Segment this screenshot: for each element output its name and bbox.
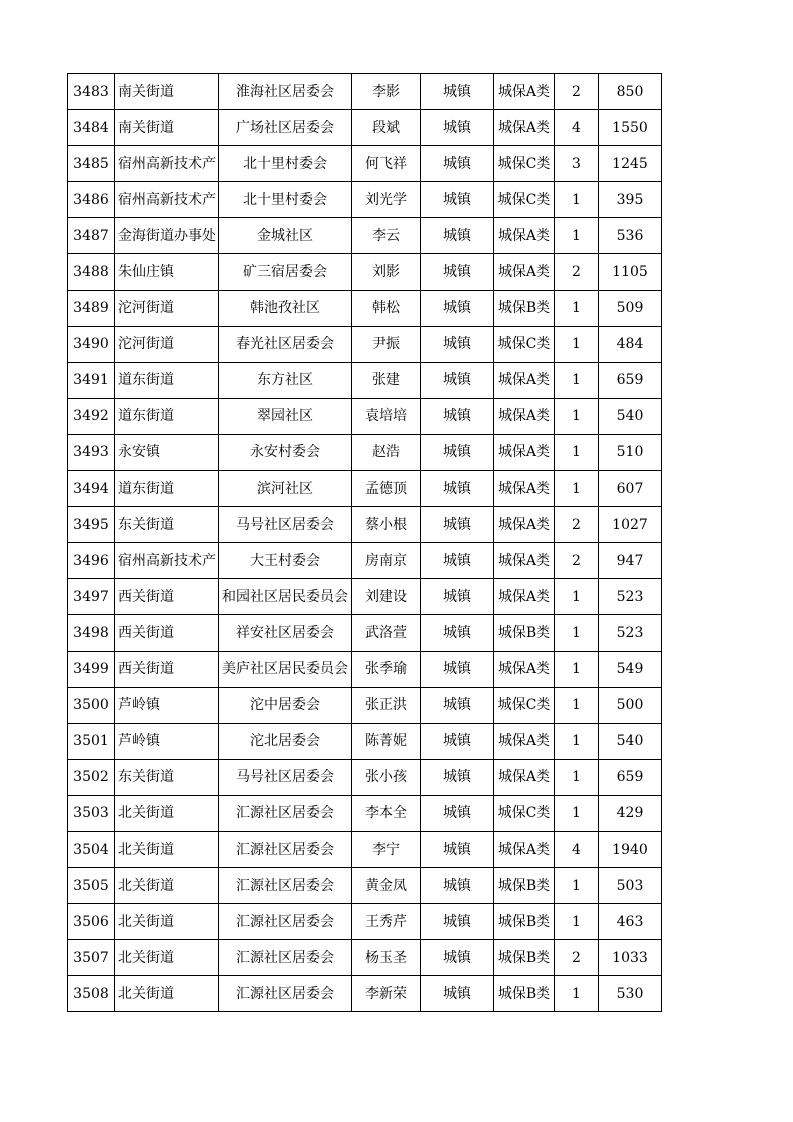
area-cell: 城镇 — [421, 110, 494, 146]
count-cell: 1 — [555, 651, 599, 687]
count-cell: 1 — [555, 398, 599, 434]
name-cell: 李新荣 — [352, 976, 421, 1012]
row-id-cell: 3490 — [68, 326, 115, 362]
table-row — [68, 434, 662, 470]
street-cell: 道东街道 — [115, 471, 219, 507]
area-cell: 城镇 — [421, 362, 494, 398]
street-cell: 南关街道 — [115, 74, 219, 110]
name-cell: 蔡小根 — [352, 507, 421, 543]
committee-cell: 韩池孜社区 — [219, 290, 352, 326]
committee-cell: 汇源社区居委会 — [219, 868, 352, 904]
committee-cell: 沱北居委会 — [219, 723, 352, 759]
row-id-cell: 3493 — [68, 434, 115, 470]
committee-cell: 沱中居委会 — [219, 687, 352, 723]
row-id-cell: 3501 — [68, 723, 115, 759]
street-cell: 宿州高新技术产 — [115, 543, 219, 579]
category-cell: 城保A类 — [494, 218, 555, 254]
table-body — [68, 74, 662, 1012]
category-cell: 城保A类 — [494, 723, 555, 759]
committee-cell: 马号社区居委会 — [219, 507, 352, 543]
category-cell: 城保A类 — [494, 74, 555, 110]
name-cell: 李云 — [352, 218, 421, 254]
area-cell: 城镇 — [421, 976, 494, 1012]
area-cell: 城镇 — [421, 543, 494, 579]
committee-cell: 马号社区居委会 — [219, 759, 352, 795]
amount-cell: 510 — [599, 434, 662, 470]
row-id-cell: 3507 — [68, 940, 115, 976]
category-cell: 城保A类 — [494, 362, 555, 398]
row-id-cell: 3497 — [68, 579, 115, 615]
category-cell: 城保A类 — [494, 651, 555, 687]
street-cell: 宿州高新技术产 — [115, 146, 219, 182]
count-cell: 1 — [555, 615, 599, 651]
amount-cell: 607 — [599, 471, 662, 507]
name-cell: 张小孩 — [352, 759, 421, 795]
amount-cell: 429 — [599, 795, 662, 831]
amount-cell: 1033 — [599, 940, 662, 976]
category-cell: 城保A类 — [494, 398, 555, 434]
table-row — [68, 218, 662, 254]
count-cell: 1 — [555, 687, 599, 723]
row-id-cell: 3508 — [68, 976, 115, 1012]
amount-cell: 503 — [599, 868, 662, 904]
name-cell: 段斌 — [352, 110, 421, 146]
table-row — [68, 868, 662, 904]
amount-cell: 536 — [599, 218, 662, 254]
row-id-cell: 3503 — [68, 795, 115, 831]
street-cell: 朱仙庄镇 — [115, 254, 219, 290]
table-row — [68, 398, 662, 434]
category-cell: 城保C类 — [494, 795, 555, 831]
street-cell: 西关街道 — [115, 651, 219, 687]
table-row — [68, 687, 662, 723]
amount-cell: 463 — [599, 904, 662, 940]
committee-cell: 永安村委会 — [219, 434, 352, 470]
name-cell: 房南京 — [352, 543, 421, 579]
amount-cell: 1550 — [599, 110, 662, 146]
count-cell: 4 — [555, 110, 599, 146]
row-id-cell: 3495 — [68, 507, 115, 543]
name-cell: 李本全 — [352, 795, 421, 831]
area-cell: 城镇 — [421, 434, 494, 470]
table-row — [68, 904, 662, 940]
street-cell: 道东街道 — [115, 362, 219, 398]
category-cell: 城保B类 — [494, 940, 555, 976]
area-cell: 城镇 — [421, 182, 494, 218]
table-row — [68, 831, 662, 867]
table-row — [68, 615, 662, 651]
committee-cell: 汇源社区居委会 — [219, 976, 352, 1012]
area-cell: 城镇 — [421, 831, 494, 867]
area-cell: 城镇 — [421, 759, 494, 795]
street-cell: 道东街道 — [115, 398, 219, 434]
table-row — [68, 74, 662, 110]
name-cell: 张季瑜 — [352, 651, 421, 687]
data-table — [67, 73, 662, 1012]
count-cell: 1 — [555, 759, 599, 795]
street-cell: 北关街道 — [115, 795, 219, 831]
table-row — [68, 182, 662, 218]
street-cell: 沱河街道 — [115, 326, 219, 362]
row-id-cell: 3502 — [68, 759, 115, 795]
street-cell: 北关街道 — [115, 831, 219, 867]
amount-cell: 540 — [599, 723, 662, 759]
area-cell: 城镇 — [421, 651, 494, 687]
area-cell: 城镇 — [421, 398, 494, 434]
name-cell: 张正洪 — [352, 687, 421, 723]
amount-cell: 540 — [599, 398, 662, 434]
count-cell: 1 — [555, 904, 599, 940]
category-cell: 城保A类 — [494, 759, 555, 795]
category-cell: 城保A类 — [494, 543, 555, 579]
count-cell: 2 — [555, 254, 599, 290]
category-cell: 城保B类 — [494, 868, 555, 904]
row-id-cell: 3500 — [68, 687, 115, 723]
amount-cell: 395 — [599, 182, 662, 218]
area-cell: 城镇 — [421, 940, 494, 976]
table-row — [68, 759, 662, 795]
name-cell: 韩松 — [352, 290, 421, 326]
area-cell: 城镇 — [421, 326, 494, 362]
committee-cell: 矿三宿居委会 — [219, 254, 352, 290]
street-cell: 北关街道 — [115, 976, 219, 1012]
committee-cell: 春光社区居委会 — [219, 326, 352, 362]
amount-cell: 1245 — [599, 146, 662, 182]
category-cell: 城保C类 — [494, 182, 555, 218]
category-cell: 城保A类 — [494, 110, 555, 146]
count-cell: 1 — [555, 471, 599, 507]
name-cell: 刘建设 — [352, 579, 421, 615]
row-id-cell: 3499 — [68, 651, 115, 687]
count-cell: 1 — [555, 326, 599, 362]
name-cell: 陈菁妮 — [352, 723, 421, 759]
category-cell: 城保C类 — [494, 146, 555, 182]
count-cell: 1 — [555, 362, 599, 398]
category-cell: 城保A类 — [494, 831, 555, 867]
row-id-cell: 3486 — [68, 182, 115, 218]
committee-cell: 祥安社区居委会 — [219, 615, 352, 651]
area-cell: 城镇 — [421, 507, 494, 543]
count-cell: 1 — [555, 868, 599, 904]
committee-cell: 淮海社区居委会 — [219, 74, 352, 110]
area-cell: 城镇 — [421, 868, 494, 904]
street-cell: 北关街道 — [115, 868, 219, 904]
street-cell: 北关街道 — [115, 940, 219, 976]
name-cell: 张建 — [352, 362, 421, 398]
name-cell: 黄金凤 — [352, 868, 421, 904]
table-row — [68, 976, 662, 1012]
table-row — [68, 471, 662, 507]
committee-cell: 北十里村委会 — [219, 146, 352, 182]
category-cell: 城保B类 — [494, 290, 555, 326]
category-cell: 城保C类 — [494, 326, 555, 362]
count-cell: 3 — [555, 146, 599, 182]
row-id-cell: 3494 — [68, 471, 115, 507]
table-row — [68, 254, 662, 290]
street-cell: 北关街道 — [115, 904, 219, 940]
table-row — [68, 940, 662, 976]
amount-cell: 484 — [599, 326, 662, 362]
committee-cell: 东方社区 — [219, 362, 352, 398]
row-id-cell: 3492 — [68, 398, 115, 434]
street-cell: 南关街道 — [115, 110, 219, 146]
street-cell: 永安镇 — [115, 434, 219, 470]
category-cell: 城保A类 — [494, 579, 555, 615]
committee-cell: 北十里村委会 — [219, 182, 352, 218]
committee-cell: 翠园社区 — [219, 398, 352, 434]
category-cell: 城保A类 — [494, 471, 555, 507]
category-cell: 城保C类 — [494, 687, 555, 723]
amount-cell: 523 — [599, 615, 662, 651]
street-cell: 芦岭镇 — [115, 723, 219, 759]
committee-cell: 大王村委会 — [219, 543, 352, 579]
name-cell: 赵浩 — [352, 434, 421, 470]
amount-cell: 509 — [599, 290, 662, 326]
area-cell: 城镇 — [421, 254, 494, 290]
amount-cell: 1027 — [599, 507, 662, 543]
amount-cell: 500 — [599, 687, 662, 723]
count-cell: 1 — [555, 218, 599, 254]
table-row — [68, 290, 662, 326]
street-cell: 西关街道 — [115, 615, 219, 651]
table-row — [68, 723, 662, 759]
amount-cell: 659 — [599, 362, 662, 398]
amount-cell: 523 — [599, 579, 662, 615]
count-cell: 4 — [555, 831, 599, 867]
table-row — [68, 507, 662, 543]
committee-cell: 汇源社区居委会 — [219, 940, 352, 976]
street-cell: 东关街道 — [115, 759, 219, 795]
amount-cell: 530 — [599, 976, 662, 1012]
count-cell: 1 — [555, 434, 599, 470]
row-id-cell: 3498 — [68, 615, 115, 651]
name-cell: 李宁 — [352, 831, 421, 867]
category-cell: 城保A类 — [494, 434, 555, 470]
committee-cell: 金城社区 — [219, 218, 352, 254]
name-cell: 刘影 — [352, 254, 421, 290]
area-cell: 城镇 — [421, 579, 494, 615]
area-cell: 城镇 — [421, 471, 494, 507]
name-cell: 何飞祥 — [352, 146, 421, 182]
street-cell: 宿州高新技术产 — [115, 182, 219, 218]
row-id-cell: 3485 — [68, 146, 115, 182]
table-row — [68, 651, 662, 687]
row-id-cell: 3496 — [68, 543, 115, 579]
row-id-cell: 3489 — [68, 290, 115, 326]
count-cell: 2 — [555, 543, 599, 579]
row-id-cell: 3487 — [68, 218, 115, 254]
amount-cell: 1105 — [599, 254, 662, 290]
name-cell: 尹振 — [352, 326, 421, 362]
name-cell: 袁培培 — [352, 398, 421, 434]
count-cell: 1 — [555, 182, 599, 218]
street-cell: 沱河街道 — [115, 290, 219, 326]
street-cell: 西关街道 — [115, 579, 219, 615]
area-cell: 城镇 — [421, 723, 494, 759]
category-cell: 城保B类 — [494, 615, 555, 651]
count-cell: 1 — [555, 976, 599, 1012]
row-id-cell: 3505 — [68, 868, 115, 904]
category-cell: 城保B类 — [494, 904, 555, 940]
count-cell: 1 — [555, 723, 599, 759]
count-cell: 1 — [555, 795, 599, 831]
area-cell: 城镇 — [421, 795, 494, 831]
row-id-cell: 3483 — [68, 74, 115, 110]
count-cell: 1 — [555, 290, 599, 326]
category-cell: 城保A类 — [494, 254, 555, 290]
area-cell: 城镇 — [421, 904, 494, 940]
row-id-cell: 3504 — [68, 831, 115, 867]
amount-cell: 659 — [599, 759, 662, 795]
area-cell: 城镇 — [421, 146, 494, 182]
area-cell: 城镇 — [421, 290, 494, 326]
name-cell: 武洛萱 — [352, 615, 421, 651]
row-id-cell: 3484 — [68, 110, 115, 146]
street-cell: 芦岭镇 — [115, 687, 219, 723]
street-cell: 东关街道 — [115, 507, 219, 543]
amount-cell: 1940 — [599, 831, 662, 867]
area-cell: 城镇 — [421, 218, 494, 254]
count-cell: 2 — [555, 74, 599, 110]
committee-cell: 美庐社区居民委员会 — [219, 651, 352, 687]
row-id-cell: 3488 — [68, 254, 115, 290]
name-cell: 杨玉圣 — [352, 940, 421, 976]
amount-cell: 947 — [599, 543, 662, 579]
area-cell: 城镇 — [421, 615, 494, 651]
street-cell: 金海街道办事处 — [115, 218, 219, 254]
committee-cell: 和园社区居民委员会 — [219, 579, 352, 615]
count-cell: 2 — [555, 507, 599, 543]
row-id-cell: 3491 — [68, 362, 115, 398]
table-row — [68, 795, 662, 831]
count-cell: 1 — [555, 579, 599, 615]
committee-cell: 广场社区居委会 — [219, 110, 352, 146]
name-cell: 王秀芹 — [352, 904, 421, 940]
row-id-cell: 3506 — [68, 904, 115, 940]
amount-cell: 850 — [599, 74, 662, 110]
category-cell: 城保B类 — [494, 976, 555, 1012]
committee-cell: 汇源社区居委会 — [219, 904, 352, 940]
committee-cell: 汇源社区居委会 — [219, 795, 352, 831]
amount-cell: 549 — [599, 651, 662, 687]
committee-cell: 滨河社区 — [219, 471, 352, 507]
name-cell: 刘光学 — [352, 182, 421, 218]
committee-cell: 汇源社区居委会 — [219, 831, 352, 867]
count-cell: 2 — [555, 940, 599, 976]
table-row — [68, 543, 662, 579]
name-cell: 孟德顶 — [352, 471, 421, 507]
table-row — [68, 146, 662, 182]
table-row — [68, 326, 662, 362]
name-cell: 李影 — [352, 74, 421, 110]
area-cell: 城镇 — [421, 687, 494, 723]
table-row — [68, 110, 662, 146]
table-row — [68, 579, 662, 615]
table-row — [68, 362, 662, 398]
area-cell: 城镇 — [421, 74, 494, 110]
category-cell: 城保A类 — [494, 507, 555, 543]
